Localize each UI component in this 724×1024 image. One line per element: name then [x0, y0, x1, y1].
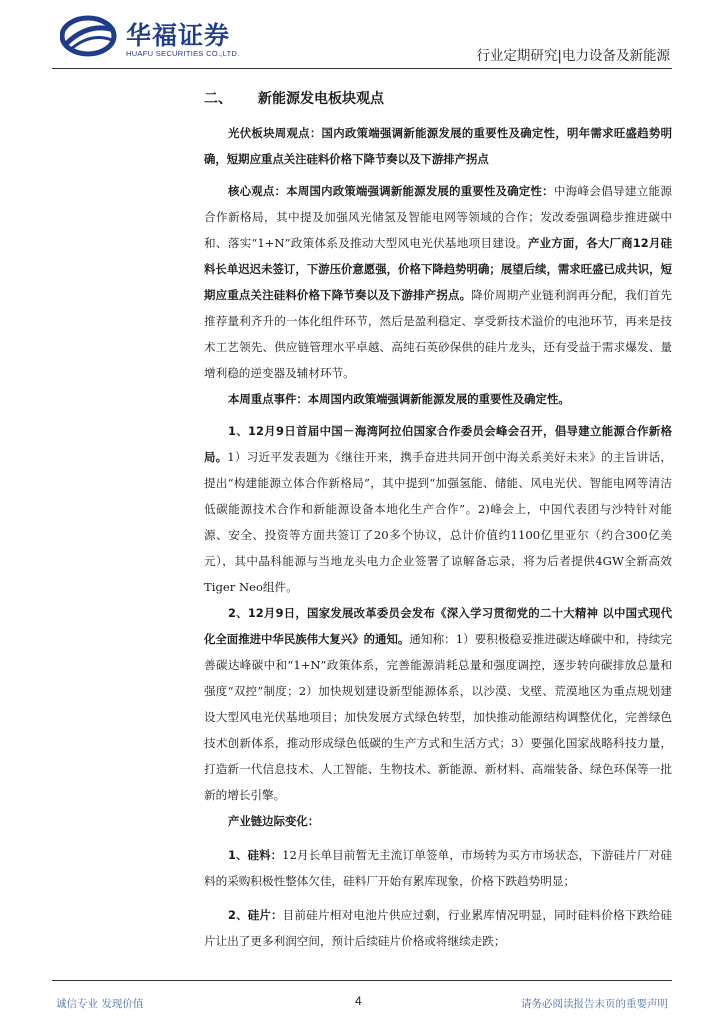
paragraph-event-2	[204, 600, 672, 808]
page-header	[0, 0, 724, 78]
polysilicon-label: 1、硅料：	[228, 848, 283, 862]
section-heading	[204, 88, 384, 108]
event-2-text: 通知称：1）要积极稳妥推进碳达峰碳中和，持续完善碳达峰碳中和“1+N”政策体系，完善能源消耗总量和强度调控，逐步转向碳排放总量和强度“双控”制度；2）加快规划建设新型能源体系，以沙漠、戈壁、荒漠地区为重点规划建设大型风电光伏基地项目；加快发展方式绿色转型，加快推动能源结构调整优化，完善绿色技术创新体系，推动形成绿色低碳的生产方式和生活方式；3）要强化国家战略科技力量，打造新一代信息技术、人工智能、生物技术、新能源、新材料、高端装备、绿色环保等一批新的增长引擎。	[204, 632, 672, 802]
event-2-title: 2、12月9日，国家发展改革委员会发布《深入学习贯彻党的二十大精神 以中国式现代化全面推进中华民族伟大复兴》的通知。	[204, 606, 672, 646]
event-1-text: 1）习近平发表题为《继往开来，携手奋进共同开创中海关系美好未来》的主旨讲话，提出“构建能源立体合作新格局”，其中提到“加强氢能、储能、风电光伏、智能电网等清洁低碳能源技术合作和新能源设备本地化生产合作”。2)峰会上，中国代表团与沙特针对能源、安全、投资等方面共签订了20多个协议，总计价值约1100亿里亚尔（约合300亿美元），其中晶科能源与当地龙头电力企业签署了谅解备忘录，将为后者提供4GW全新高效Tiger Neo组件。	[204, 450, 672, 594]
paragraph-event-1	[204, 418, 672, 600]
paragraph-marginal-changes	[204, 808, 672, 834]
company-logo	[60, 14, 320, 64]
footer-disclaimer: 请务必阅读报告末页的重要声明	[521, 998, 668, 1010]
section-title: 新能源发电板块观点	[258, 91, 384, 107]
header-divider	[52, 68, 672, 69]
core-view-text-2: 降价周期产业链利润再分配，我们首先推荐量利齐升的一体化组件环节，然后是盈利稳定、享受新技术溢价的电池环节，再来是技术工艺领先、供应链管理水平卓越、高纯石英砂保供的硅片龙头，还有受益于需求爆发、量增利稳的逆变器及辅材环节。	[204, 288, 672, 380]
page-number: 4	[355, 994, 362, 1008]
paragraph-core-view	[204, 178, 672, 386]
logo-chinese-name: 华福证券	[126, 21, 231, 50]
wafer-label: 2、硅片：	[228, 908, 283, 922]
logo-english-name: HUAFU SECURITIES CO.,LTD.	[126, 49, 240, 58]
pv-weekly-view-text: 光伏板块周观点：国内政策端强调新能源发展的重要性及确定性，明年需求旺盛趋势明确，短期应重点关注硅料价格下降节奏以及下游排产拐点	[204, 126, 672, 166]
core-view-text-1: 中海峰会倡导建立能源合作新格局，其中提及加强风光储氢及智能电网等领域的合作；发改委强调稳步推进碳中和、落实“1+N”政策体系及推动大型风电光伏基地项目建设。	[204, 184, 672, 250]
event-1-title: 1、12月9日首届中国－海湾阿拉伯国家合作委员会峰会召开，倡导建立能源合作新格局。	[204, 424, 672, 464]
report-type: 行业定期研究|电力设备及新能源	[476, 48, 670, 64]
polysilicon-text: 12月长单目前暂无主流订单签单，市场转为买方市场状态，下游硅片厂对硅料的采购积极性整体欠佳，硅料厂开始有累库现象，价格下跌趋势明显；	[204, 848, 672, 888]
paragraph-wafer	[204, 902, 672, 954]
section-number: 二、	[204, 91, 232, 107]
key-events-text: 本周重点事件：本周国内政策端强调新能源发展的重要性及确定性。	[228, 392, 570, 406]
marginal-changes-heading: 产业链边际变化：	[228, 814, 320, 828]
paragraph-pv-weekly-view	[204, 120, 672, 172]
core-view-bold-1: 核心观点：本周国内政策端强调新能源发展的重要性及确定性：	[228, 184, 554, 198]
wafer-text: 目前硅片相对电池片供应过剩，行业累库情况明显，同时硅料价格下跌给硅片让出了更多利润空间，预计后续硅片价格或将继续走跌；	[204, 908, 672, 948]
huafu-logo-icon	[60, 14, 120, 58]
paragraph-polysilicon	[204, 842, 672, 894]
core-view-bold-2: 产业方面，各大厂商12月硅料长单迟迟未签订，下游压价意愿强，价格下降趋势明确；展望后续，需求旺盛已成共识，短期应重点关注硅料价格下降节奏以及下游排产拐点。	[204, 236, 673, 302]
paragraph-key-events	[204, 386, 672, 412]
footer-slogan: 诚信专业 发现价值	[56, 998, 144, 1010]
footer-divider	[52, 980, 672, 981]
